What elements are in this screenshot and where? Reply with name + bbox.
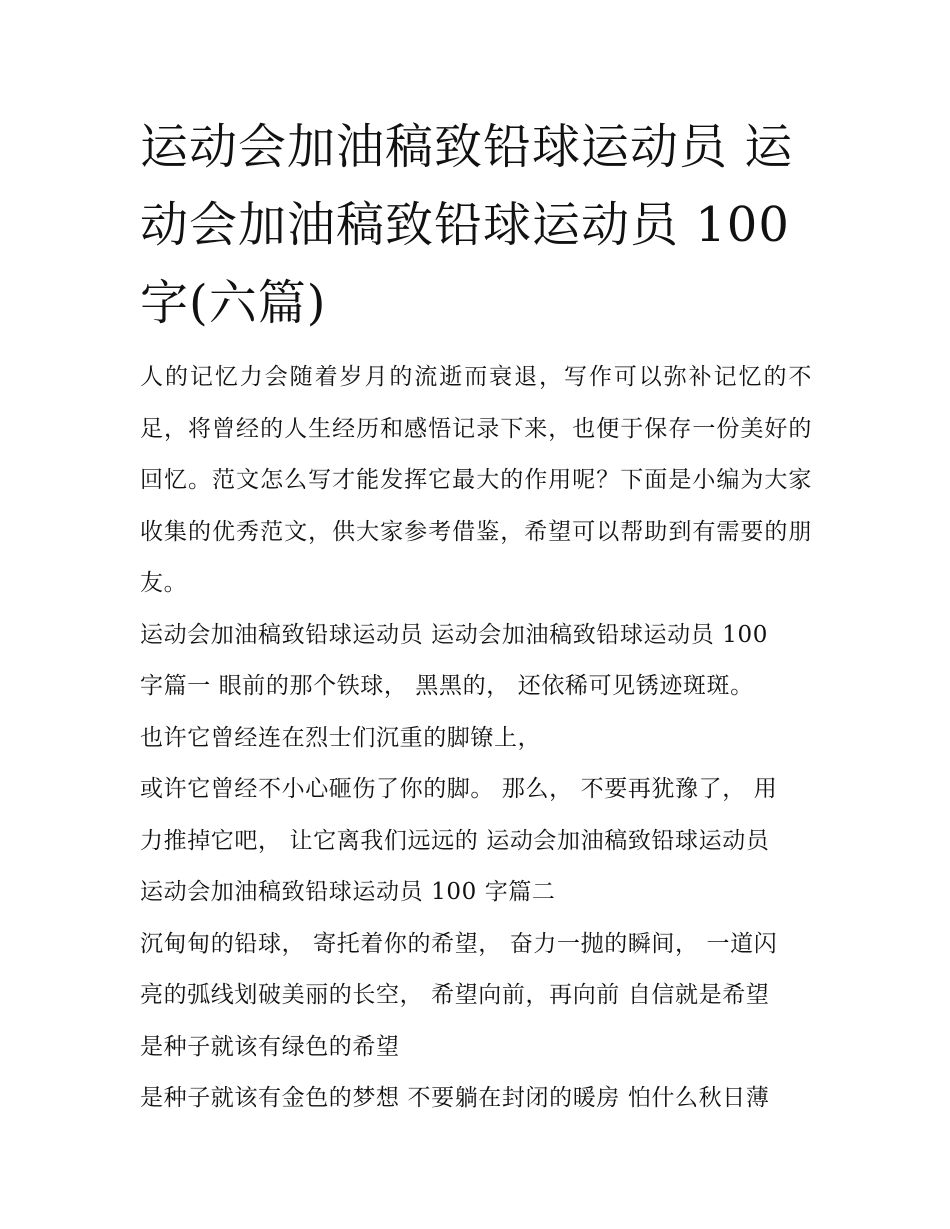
- body-line: 或许它曾经不小心砸伤了你的脚。 那么， 不要再犹豫了， 用: [140, 776, 778, 802]
- body-line: 运动会加油稿致铅球运动员 运动会加油稿致铅球运动员 100: [140, 621, 768, 648]
- body-line: 是种子就该有金色的梦想 不要躺在封闭的暖房 怕什么秋日薄: [140, 1085, 770, 1111]
- document-title: 运动会加油稿致铅球运动员 运动会加油稿致铅球运动员 100 字(六篇): [140, 119, 794, 331]
- body-line: 力推掉它吧， 让它离我们远远的 运动会加油稿致铅球运动员: [140, 827, 770, 854]
- body-line: 沉甸甸的铅球， 寄托着你的希望， 奋力一抛的瞬间， 一道闪: [140, 930, 778, 957]
- body-line: 运动会加油稿致铅球运动员 100 字篇二: [140, 879, 556, 905]
- document-body: [140, 352, 812, 1125]
- body-line: 亮的弧线划破美丽的长空， 希望向前，再向前 自信就是希望: [140, 982, 770, 1008]
- body-line: 字篇一 眼前的那个铁球， 黑黑的， 还依稀可见锈迹斑斑。: [140, 673, 754, 699]
- body-line: 也许它曾经连在烈士们沉重的脚镣上，: [140, 724, 542, 751]
- intro-paragraph: 人的记忆力会随着岁月的流逝而衰退，写作可以弥补记忆的不足，将曾经的人生经历和感悟记录下来，也便于保存一份美好的回忆。范文怎么写才能发挥它最大的作用呢？下面是小编为大家收集的优秀范文，供大家参考借鉴，希望可以帮助到有需要的朋友。: [140, 364, 812, 596]
- body-line: 是种子就该有绿色的希望: [140, 1033, 400, 1060]
